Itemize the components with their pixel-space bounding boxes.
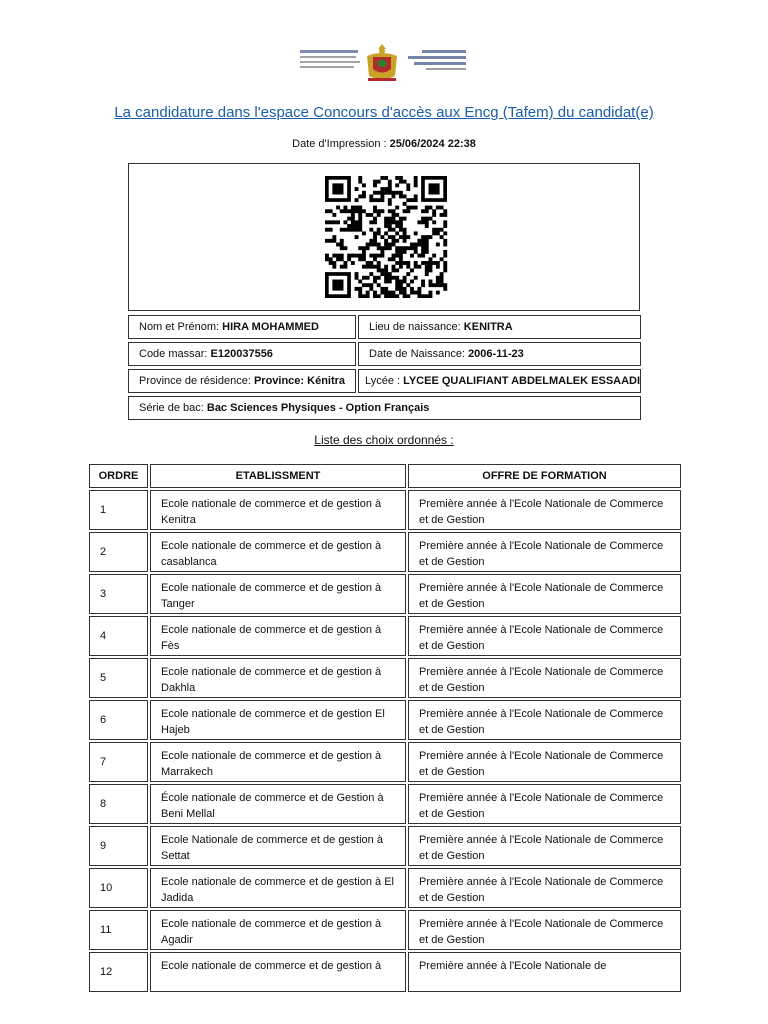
candidate-code-massar: Code massar: E120037556 (128, 342, 356, 366)
cell-etablissement: Ecole nationale de commerce et de gestion à Fès (150, 616, 406, 656)
header-offre: OFFRE DE FORMATION (408, 464, 681, 488)
logo-tifinagh-text (300, 50, 362, 71)
logo-arabic-text (406, 50, 466, 73)
coat-of-arms-icon (364, 42, 400, 82)
cell-etablissement: École nationale de commerce et de Gestion à Beni Mellal (150, 784, 406, 824)
cell-ordre: 7 (89, 742, 148, 782)
cell-ordre: 8 (89, 784, 148, 824)
cell-etablissement: Ecole nationale de commerce et de gestion à Marrakech (150, 742, 406, 782)
choices-title: Liste des choix ordonnés : (314, 433, 454, 447)
cell-ordre: 11 (89, 910, 148, 950)
cell-offre: Première année à l'Ecole Nationale de Commerce et de Gestion (408, 574, 681, 614)
cell-offre: Première année à l'Ecole Nationale de Commerce et de Gestion (408, 784, 681, 824)
cell-etablissement: Ecole nationale de commerce et de gestion à Tanger (150, 574, 406, 614)
cell-ordre: 2 (89, 532, 148, 572)
cell-etablissement: Ecole nationale de commerce et de gestion à El Jadida (150, 868, 406, 908)
cell-etablissement: Ecole Nationale de commerce et de gestion à Settat (150, 826, 406, 866)
table-row (89, 826, 681, 866)
table-row (89, 868, 681, 908)
table-row (89, 490, 681, 530)
cell-ordre: 10 (89, 868, 148, 908)
table-row (89, 784, 681, 824)
cell-etablissement: Ecole nationale de commerce et de gestion à Dakhla (150, 658, 406, 698)
cell-ordre: 6 (89, 700, 148, 740)
cell-offre: Première année à l'Ecole Nationale de Commerce et de Gestion (408, 868, 681, 908)
cell-offre: Première année à l'Ecole Nationale de Commerce et de Gestion (408, 826, 681, 866)
cell-offre: Première année à l'Ecole Nationale de (408, 952, 681, 992)
cell-ordre: 4 (89, 616, 148, 656)
ministry-logo (300, 42, 466, 82)
cell-offre: Première année à l'Ecole Nationale de Commerce et de Gestion (408, 742, 681, 782)
candidate-birthdate: Date de Naissance: 2006-11-23 (358, 342, 641, 366)
cell-offre: Première année à l'Ecole Nationale de Commerce et de Gestion (408, 658, 681, 698)
table-row (89, 658, 681, 698)
cell-ordre: 12 (89, 952, 148, 992)
table-row (89, 952, 681, 992)
header-ordre: ORDRE (89, 464, 148, 488)
candidate-lycee: Lycée : LYCEE QUALIFIANT ABDELMALEK ESSAADI (358, 369, 641, 393)
cell-offre: Première année à l'Ecole Nationale de Commerce et de Gestion (408, 532, 681, 572)
qr-code-box (128, 163, 640, 311)
table-row (89, 616, 681, 656)
cell-etablissement: Ecole nationale de commerce et de gestion à (150, 952, 406, 992)
table-row (89, 700, 681, 740)
cell-offre: Première année à l'Ecole Nationale de Commerce et de Gestion (408, 700, 681, 740)
candidate-birthplace: Lieu de naissance: KENITRA (358, 315, 641, 339)
table-row (89, 910, 681, 950)
page-title[interactable]: La candidature dans l'espace Concours d'accès aux Encg (Tafem) du candidat(e) (114, 104, 654, 121)
table-row (89, 742, 681, 782)
print-date: Date d'Impression : 25/06/2024 22:38 (292, 138, 476, 150)
cell-etablissement: Ecole nationale de commerce et de gestion à Agadir (150, 910, 406, 950)
cell-ordre: 9 (89, 826, 148, 866)
cell-etablissement: Ecole nationale de commerce et de gestion à casablanca (150, 532, 406, 572)
cell-ordre: 1 (89, 490, 148, 530)
cell-etablissement: Ecole nationale de commerce et de gestion El Hajeb (150, 700, 406, 740)
cell-ordre: 3 (89, 574, 148, 614)
cell-offre: Première année à l'Ecole Nationale de Commerce et de Gestion (408, 490, 681, 530)
table-row (89, 532, 681, 572)
candidate-serie: Série de bac: Bac Sciences Physiques - Option Français (128, 396, 641, 420)
cell-ordre: 5 (89, 658, 148, 698)
cell-offre: Première année à l'Ecole Nationale de Commerce et de Gestion (408, 910, 681, 950)
header-etablissement: ETABLISSMENT (150, 464, 406, 488)
candidate-name: Nom et Prénom: HIRA MOHAMMED (128, 315, 356, 339)
table-row (89, 574, 681, 614)
qr-code-icon (321, 176, 451, 298)
cell-etablissement: Ecole nationale de commerce et de gestion à Kenitra (150, 490, 406, 530)
cell-offre: Première année à l'Ecole Nationale de Commerce et de Gestion (408, 616, 681, 656)
candidate-province: Province de résidence: Province: Kénitra (128, 369, 356, 393)
